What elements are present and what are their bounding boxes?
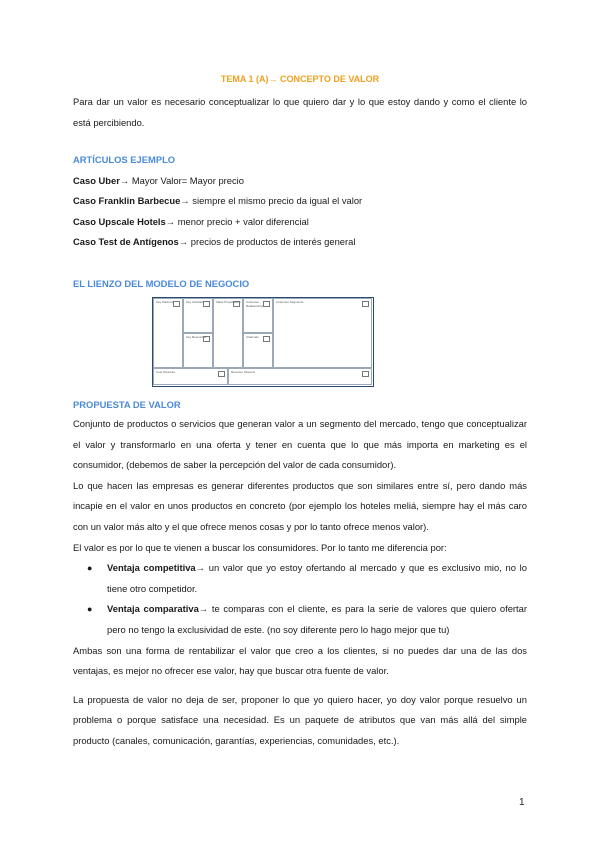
paragraph-companies: Lo que hacen las empresas es generar diferentes productos que son similares entre sí, pero dando más incapie en el valor en unos productos en concreto (por ejemplo los hoteles meliá, siempre hay el más caro con un valor más alto y el que ofrece menos cosas y por lo tanto ofrece menos valor). [73,479,527,532]
paragraph-both: Ambas son una forma de rentabilizar el valor que creo a los clientes, si no puedes dar una de las dos ventajas, es mejor no ofrecer ese valor, hay que buscar otra fuente de valor. [73,644,527,677]
canvas-icon [263,301,270,307]
bullet-text: → te comparas con el cliente, es para la serie de valores que quiero ofertar pero no tengo la exclusividad de este. (no soy diferente pero lo hago mejor que tu) [107,603,527,635]
list-item [73,599,527,640]
bullet-term: Ventaja competitiva [107,562,196,574]
value-heading: PROPUESTA DE VALOR [73,399,181,410]
canvas-icon [362,371,369,377]
cases-list [73,171,527,252]
case-item [73,232,527,252]
canvas-icon [203,301,210,307]
bullet-text: → un valor que yo estoy ofertando al mercado y que es exclusivo mio, no lo tiene otro competidor. [107,562,527,594]
case-text: → precios de productos de interés general [178,235,356,247]
articles-heading: ARTÍCULOS EJEMPLO [73,154,176,165]
intro-paragraph: Para dar un valor es necesario conceptualizar lo que quiero dar y lo que estoy dando y como el cliente lo está percibiendo. [73,96,527,128]
canvas-key-resources: Key Resources [183,333,213,368]
case-item [73,191,527,211]
bullet-icon: ● [87,604,93,615]
canvas-customer-relationships: Customer Relationships [243,298,273,333]
paragraph-definition: Conjunto de productos o servicios que generan valor a un segmento del mercado, tengo que conceptualizar el valor y transformarlo en una oferta y tener en cuenta que lo que más importa en marketing es el consumidor, (debemos de saber la percepción del valor de cada consumidor). [73,418,527,471]
case-item [73,171,527,191]
canvas-key-activities: Key Activities [183,298,213,333]
page-number: 1 [519,797,525,808]
canvas-icon [362,301,369,307]
canvas-key-partners: Key Partners [153,298,183,368]
business-model-canvas [152,297,374,387]
canvas-icon [203,336,210,342]
advantages-list [73,558,527,640]
case-item [73,212,527,232]
canvas-value-propositions: Value Propositions [213,298,243,368]
bullet-icon: ● [87,563,93,574]
canvas-icon [233,301,240,307]
canvas-heading: EL LIENZO DEL MODELO DE NEGOCIO [73,278,250,289]
case-name: Caso Uber [73,175,120,186]
bullet-term: Ventaja comparativa [107,603,199,615]
case-name: Caso Upscale Hotels [73,215,166,227]
canvas-cost-structure: Cost Structure [153,368,228,385]
canvas-icon [263,336,270,342]
case-text: → menor precio + valor diferencial [165,215,309,227]
list-item [73,558,527,599]
value-section [73,414,527,752]
case-name: Caso Franklin Barbecue [73,195,181,207]
paragraph-differentiation: El valor es por lo que te vienen a buscar los consumidores. Por lo tanto me diferencia por: [73,541,447,553]
canvas-revenue-streams: Revenue Streams [228,368,372,385]
page-title: TEMA 1 (A)→ CONCEPTO DE VALOR [220,74,380,84]
canvas-channels: Channels [243,333,273,368]
case-text: → Mayor Valor= Mayor precio [119,175,244,186]
case-name: Caso Test de Antígenos [73,235,179,247]
paragraph-proposal: La propuesta de valor no deja de ser, proponer lo que yo quiero hacer, yo doy valor porque resuelvo un problema o porque satisface una necesidad. Es un paquete de atributos que van más allá del simple producto (canales, comunicación, garantías, experiencias, comunidades, etc.). [73,693,527,746]
canvas-icon [173,301,180,307]
case-text: → siempre el mismo precio da igual el valor [180,195,363,207]
canvas-icon [218,371,225,377]
canvas-customer-segments: Customer Segments [273,298,372,368]
